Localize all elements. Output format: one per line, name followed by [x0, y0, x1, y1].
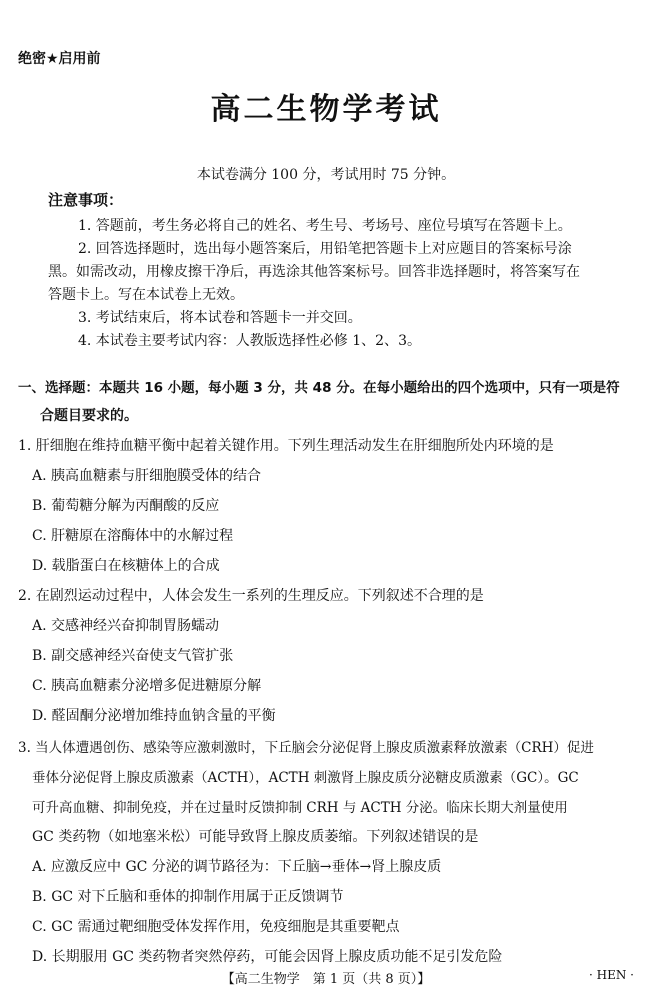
notice-line: 3. 考试结束后，将本试卷和答题卡一并交回。: [78, 310, 362, 326]
notice-line: 黑。如需改动，用橡皮擦干净后，再选涂其他答案标号。回答非选择题时，将答案写在: [48, 264, 580, 280]
question-2-option-b: B. 副交感神经兴奋使支气管扩张: [32, 648, 234, 664]
question-1-stem: 1. 肝细胞在维持血糖平衡中起着关键作用。下列生理活动发生在肝细胞所处内环境的是: [18, 438, 554, 454]
question-3-option-c: C. GC 需通过靶细胞受体发挥作用，免疫细胞是其重要靶点: [32, 919, 400, 935]
question-2-option-d: D. 醛固酮分泌增加维持血钠含量的平衡: [32, 708, 276, 724]
notice-line: 1. 答题前，考生务必将自己的姓名、考生号、考场号、座位号填写在答题卡上。: [78, 218, 572, 234]
page-footer: 【高二生物学 第 1 页（共 8 页）】: [221, 972, 431, 987]
question-3-stem: 3. 当人体遭遇创伤、感染等应激刺激时，下丘脑会分泌促肾上腺皮质激素释放激素（CRH）促进: [18, 740, 594, 756]
question-3-option-b: B. GC 对下丘脑和垂体的抑制作用属于正反馈调节: [32, 889, 344, 905]
question-3-option-a: A. 应激反应中 GC 分泌的调节路径为：下丘脑→垂体→肾上腺皮质: [32, 859, 442, 875]
notice-heading: 注意事项：: [48, 191, 124, 209]
section-heading-cont: 合题目要求的。: [40, 408, 138, 424]
question-3-stem: 可升高血糖、抑制免疫，并在过量时反馈抑制 CRH 与 ACTH 分泌。临床长期大剂量使用: [32, 800, 568, 816]
notice-line: 2. 回答选择题时，选出每小题答案后，用铅笔把答题卡上对应题目的答案标号涂: [78, 241, 572, 257]
question-1-option-d: D. 载脂蛋白在核糖体上的合成: [32, 558, 220, 574]
question-3-option-d: D. 长期服用 GC 类药物者突然停药，可能会因肾上腺皮质功能不足引发危险: [32, 949, 503, 965]
exam-title: 高二生物学考试: [210, 92, 442, 127]
section-heading: 一、选择题：本题共 16 小题，每小题 3 分，共 48 分。在每小题给出的四个选项中，只有一项是符: [18, 380, 620, 396]
question-2-stem: 2. 在剧烈运动过程中，人体会发生一系列的生理反应。下列叙述不合理的是: [18, 588, 484, 604]
question-2-option-c: C. 胰高血糖素分泌增多促进糖原分解: [32, 678, 262, 694]
question-1-option-c: C. 肝糖原在溶酶体中的水解过程: [32, 528, 234, 544]
question-1-option-b: B. 葡萄糖分解为丙酮酸的反应: [32, 498, 220, 514]
footer-code: · HEN ·: [589, 968, 634, 982]
question-1-option-a: A. 胰高血糖素与肝细胞膜受体的结合: [32, 468, 262, 484]
question-3-stem: GC 类药物（如地塞米松）可能导致肾上腺皮质萎缩。下列叙述错误的是: [32, 829, 479, 845]
secret-label: 绝密★启用前: [18, 51, 101, 67]
question-2-option-a: A. 交感神经兴奋抑制胃肠蠕动: [32, 618, 220, 634]
exam-subtitle: 本试卷满分 100 分，考试用时 75 分钟。: [196, 167, 456, 183]
notice-line: 4. 本试卷主要考试内容：人教版选择性必修 1、2、3。: [78, 333, 421, 349]
notice-line: 答题卡上。写在本试卷上无效。: [48, 287, 244, 303]
question-3-stem: 垂体分泌促肾上腺皮质激素（ACTH），ACTH 刺激肾上腺皮质分泌糖皮质激素（GC）。GC: [32, 770, 579, 786]
